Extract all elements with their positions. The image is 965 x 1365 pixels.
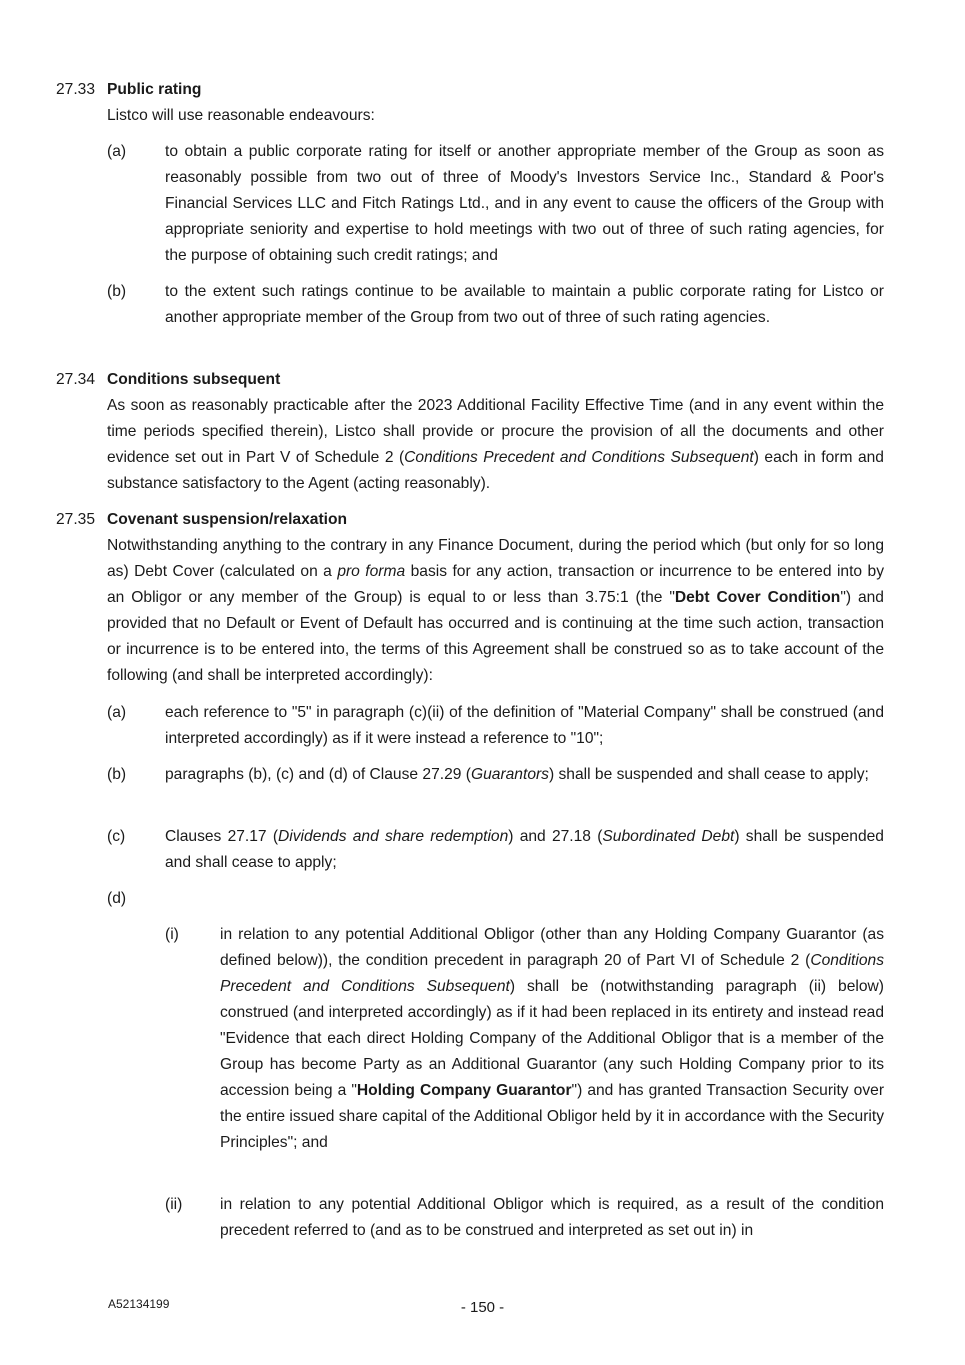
clause-title: Subordinated Debt: [602, 828, 735, 845]
clause-heading: Public rating: [107, 81, 202, 98]
clause-heading: Conditions subsequent: [107, 371, 281, 388]
paragraph-label: (b): [107, 283, 127, 300]
clause-body: [107, 533, 884, 689]
clause-title: Dividends and share redemption: [278, 828, 509, 845]
paragraph-label: (d): [107, 890, 127, 907]
clause-number: 27.33: [56, 81, 96, 98]
body-text: basis for any action, transaction or incurrence to be entered into by an Obligor or any member of the Group) is equal to or less than 3.75:1 (the ": [107, 563, 885, 606]
clause-number: 27.35: [56, 511, 96, 528]
defined-term: Debt Cover Condition: [674, 589, 841, 606]
schedule-title: Conditions Precedent and Conditions Subsequent: [404, 449, 754, 466]
paragraph-text: [165, 824, 884, 876]
body-text: paragraphs (b), (c) and (d) of Clause 27.29 (: [165, 766, 471, 783]
clause-body: [107, 393, 884, 497]
body-text: ) and 27.18 (: [508, 828, 603, 845]
page-number: - 150 -: [460, 1299, 505, 1316]
paragraph-text: each reference to "5" in paragraph (c)(ii) of the definition of "Material Company" shall be construed (and interpreted accordingly) as if it were instead a reference to "10";: [165, 704, 884, 747]
subparagraph-text: in relation to any potential Additional Obligor which is required, as a result of the condition precedent referred to (and as to be construed and interpreted as set out in) in: [220, 1196, 884, 1239]
subparagraph-label: (i): [165, 926, 179, 943]
clause-number: 27.34: [56, 371, 96, 388]
body-text: ) shall be (notwithstanding paragraph (ii) below) construed (and interpreted accordingly) as if it had been replaced in its entirety and instead read "Evidence that each direct Holding Company of the Additional Obligor that is a member of the Group has become Party as an Additional Guarantor (any such Holding Company prior to its accession being a ": [220, 978, 884, 1099]
subparagraph-text: [220, 922, 884, 1156]
paragraph-text: [165, 762, 884, 788]
subparagraph-label: (ii): [165, 1196, 183, 1213]
paragraph-label: (c): [107, 828, 126, 845]
clause-title: Guarantors: [470, 766, 549, 783]
paragraph-label: (b): [107, 766, 127, 783]
clause-intro: Listco will use reasonable endeavours:: [107, 107, 375, 124]
document-reference: A52134199: [108, 1297, 170, 1311]
schedule-title: Conditions Precedent and Conditions Subsequent: [220, 952, 884, 995]
paragraph-label: (a): [107, 143, 127, 160]
clause-heading: Covenant suspension/relaxation: [107, 511, 348, 528]
paragraph-label: (a): [107, 704, 127, 721]
body-text: in relation to any potential Additional Obligor (other than any Holding Company Guarantor (as defined below)), the condition precedent in paragraph 20 of Part VI of Schedule 2 (: [220, 926, 884, 969]
body-text: As soon as reasonably practicable after the 2023 Additional Facility Effective Time (and in any event within the time periods specified therein), Listco shall provide or procure the provision of all the documents and other evidence set out in Part V of Schedule 2 (: [107, 397, 884, 466]
body-text: ") and provided that no Default or Event of Default has occurred and is continuing at the time such action, transaction or incurrence is to be entered into, the terms of this Agreement shall be construed so as to take account of the following (and shall be interpreted accordingly):: [107, 589, 884, 684]
body-text: Notwithstanding anything to the contrary in any Finance Document, during the period which (but only for so long as) Debt Cover (calculated on a: [107, 537, 884, 580]
paragraph-text: to obtain a public corporate rating for itself or another appropriate member of the Group as soon as reasonably possible from two out of three of Moody's Investors Service Inc., Standard & Poor's Financial Services LLC and Fitch Ratings Ltd., and in any event to cause the officers of the Group with appropriate seniority and expertise to hold meetings with two out of three of such rating agencies, for the purpose of obtaining such credit ratings; and: [165, 143, 884, 264]
italic-term: pro forma: [337, 563, 406, 580]
body-text: ) shall be suspended and shall cease to apply;: [548, 766, 869, 783]
paragraph-text: to the extent such ratings continue to be available to maintain a public corporate rating for Listco or another appropriate member of the Group from two out of three of such rating agencies.: [165, 283, 884, 326]
body-text: ") and has granted Transaction Security over the entire issued share capital of the Additional Obligor held by it in accordance with the Security Principles"; and: [220, 1082, 885, 1151]
body-text: Clauses 27.17 (: [165, 828, 279, 845]
body-text: ) shall be suspended and shall cease to apply;: [165, 828, 884, 871]
defined-term: Holding Company Guarantor: [356, 1082, 572, 1099]
body-text: ) each in form and substance satisfactory to the Agent (acting reasonably).: [107, 449, 884, 492]
